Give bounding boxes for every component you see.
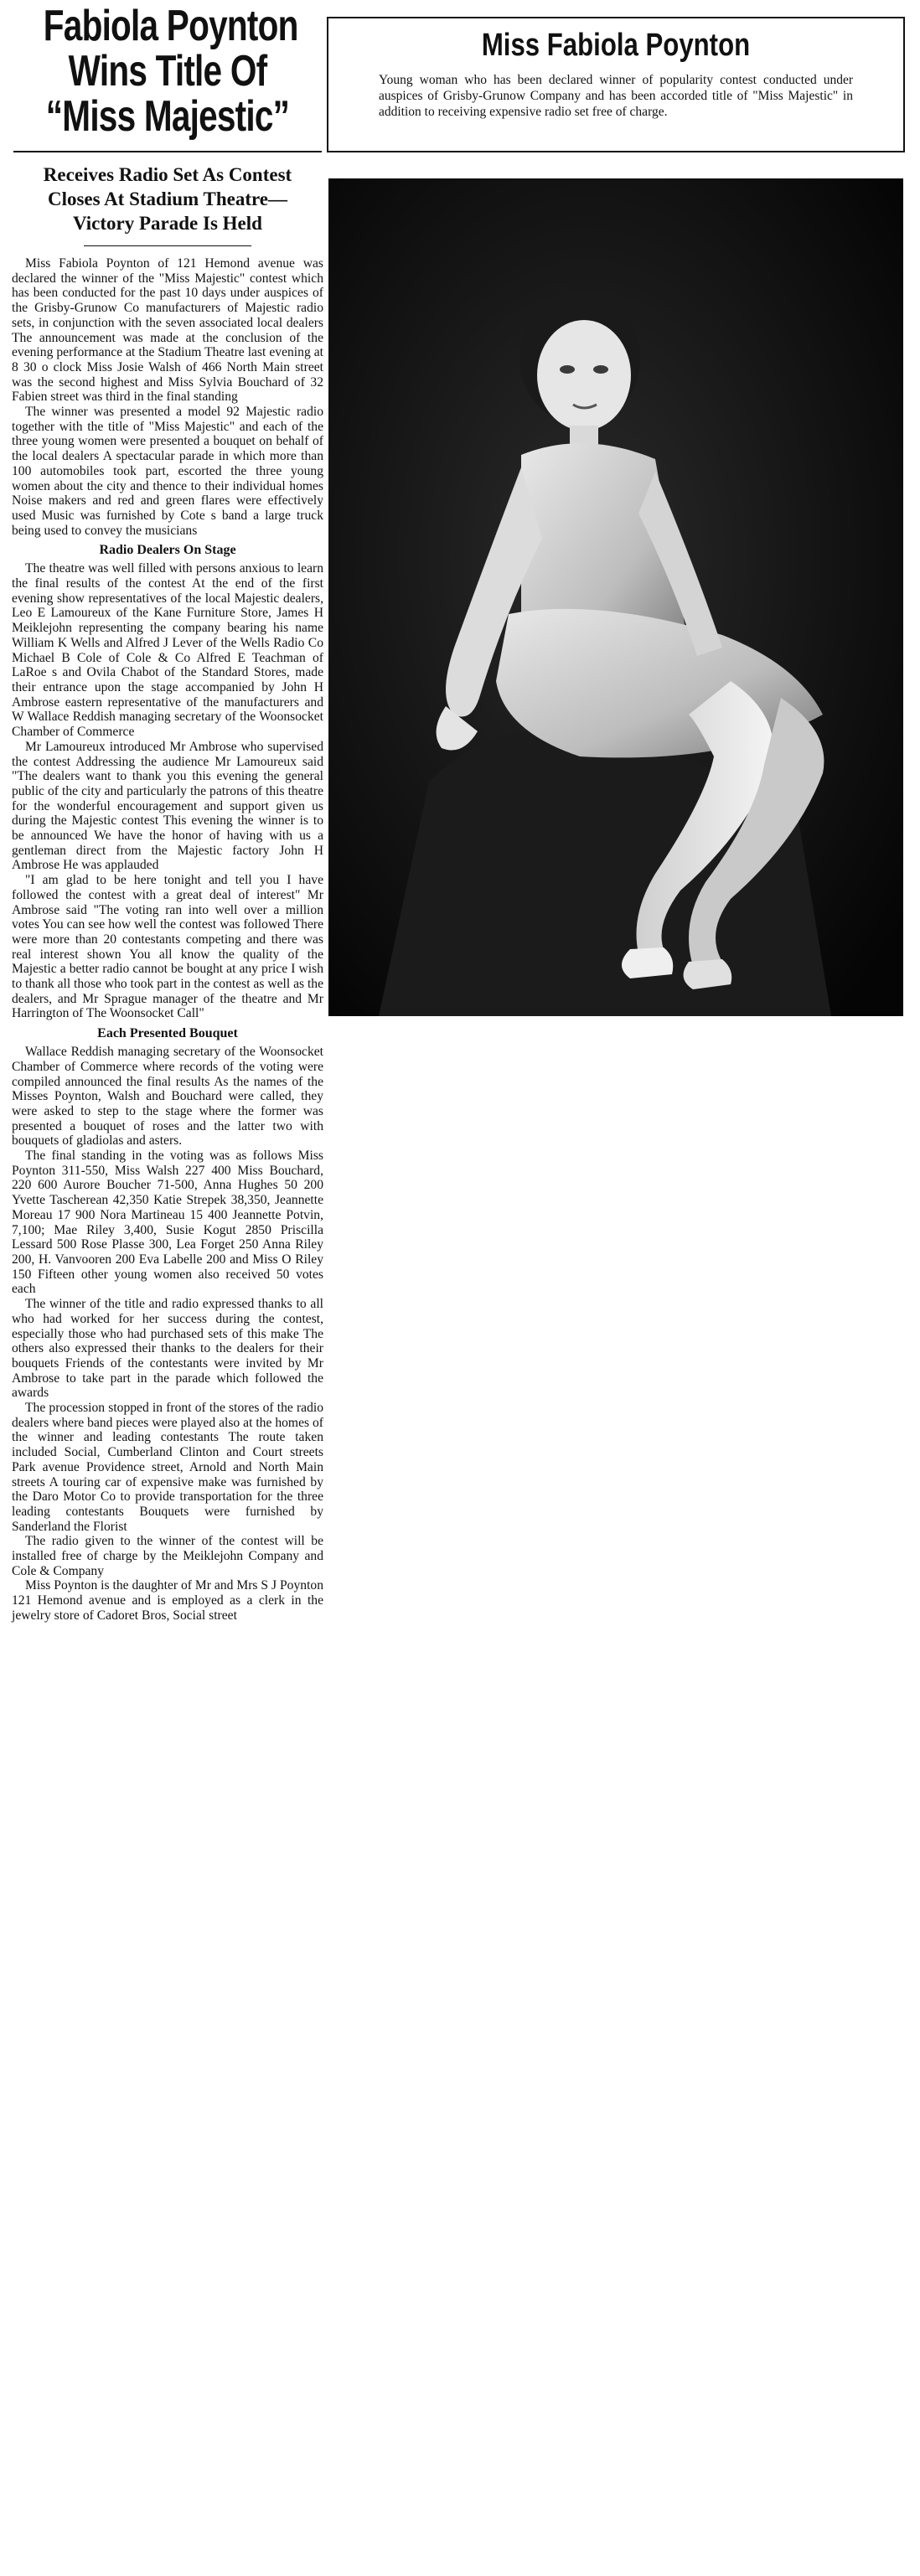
article-body bbox=[8, 256, 327, 1624]
paragraph: The procession stopped in front of the stores of the radio dealers where band pieces were played also at the homes of the winner and leading contestants The route taken included Social, Cumberland Clinton and Court streets Park avenue Providence street, Arnold and North Main streets A touring car of expensive make was furnished by the Daro Motor Co to provide transportation for the three leading contestants Bouquets were furnished by Sanderland the Florist bbox=[12, 1401, 323, 1534]
face bbox=[537, 320, 631, 431]
paragraph: Wallace Reddish managing secretary of the Woonsocket Chamber of Commerce where records of the voting were compiled announced the final results As the names of the Misses Poynton, Walsh and Bouchard were called, they were asked to step to the stage where the former was presented a bouquet of roses and the latter two with bouquets of gladiolas and asters. bbox=[12, 1045, 323, 1149]
paragraph: Mr Lamoureux introduced Mr Ambrose who supervised the contest Addressing the audience Mr Lamoureux said "The dealers want to thank you this evening the general public of the city and particularly the patrons of this theatre for the wonderful encouragement and support given us during the Majestic contest This evening the winner is to be announced We have the honor of having with us a gentleman direct from the Majestic factory John H Ambrose He was applauded bbox=[12, 739, 323, 873]
portrait-illustration bbox=[328, 178, 903, 1016]
subhead bbox=[15, 163, 320, 235]
right-eye bbox=[593, 365, 608, 374]
shoe-front bbox=[622, 947, 673, 978]
section-heading: Radio Dealers On Stage bbox=[99, 543, 236, 558]
paragraph: The radio given to the winner of the contest will be installed free of charge by the Meiklejohn Company and Cole & Company bbox=[12, 1534, 323, 1578]
subhead-line-2: Closes At Stadium Theatre— bbox=[47, 188, 288, 209]
subhead-line-3: Victory Parade Is Held bbox=[73, 213, 262, 234]
paragraph: "I am glad to be here tonight and tell you I have followed the contest with a great deal of interest" Mr Ambrose said "The voting ran into well over a million votes You can see how well the contest was followed There were more than 20 contestants competing and there was real interest shown You all know the quality of the Majestic a better radio cannot be bought at any price I wish to thank all those who took part in the contest as well as the dealers, and Mr Sprague manager of the theatre and Mr Harrington of The Woonsocket Call" bbox=[12, 873, 324, 1021]
subhead-divider bbox=[84, 245, 251, 246]
subhead-line-1: Receives Radio Set As Contest bbox=[43, 164, 292, 185]
headline-line-1: Fabiola Poynton bbox=[43, 2, 298, 50]
headline-line-3: “Miss Majestic” bbox=[45, 92, 290, 141]
caption-title: Miss Fabiola Poynton bbox=[481, 28, 751, 63]
headline-line-2: Wins Title Of bbox=[68, 47, 267, 96]
left-eye bbox=[560, 365, 575, 374]
paragraph: The winner was presented a model 92 Majestic radio together with the title of "Miss Majestic" and each of the three young women were presented a bouquet on behalf of the local dealers A spectacular parade in which more than 100 automobiles took part, escorted the three young women about the city and thence to their individual homes Noise makers and red and green flares were effectively used Music was furnished by Cote s band a large truck being used to convey the musicians bbox=[12, 405, 323, 538]
headline bbox=[43, 0, 298, 141]
headline-divider bbox=[13, 151, 322, 152]
paragraph: The final standing in the voting was as follows Miss Poynton 311-550, Miss Walsh 227 400 Miss Bouchard, 220 600 Aurore Boucher 71-500, Anna Hughes 50 200 Yvette Tascherean 42,350 Katie Strepek 38,350, Jeannette Moreau 17 900 Nora Martineau 15 400 Jeannette Potvin, 7,100; Mae Riley 3,400, Susie Kogut 2850 Priscilla Lessard 500 Rose Plasse 300, Lea Forget 250 Anna Riley 200, H. Vanvooren 200 Eva Labelle 200 and Miss O Riley 150 Fifteen other young women also received 50 votes each bbox=[12, 1149, 323, 1297]
paragraph: The theatre was well filled with persons anxious to learn the final results of the contest At the end of the first evening show representatives of the local Majestic dealers, Leo E Lamoureux of the Kane Furniture Store, James H Meiklejohn representing the company bearing his name William K Wells and Alfred J Lever of the Wells Radio Co Michael B Cole of Cole & Co Alfred E Teachman of LaRoe s and Ovila Chabot of the Standard Stores, made their entrance upon the stage accompanied by John H Ambrose eastern representative of the manufacturers and W Wallace Reddish managing secretary of the Woonsocket Chamber of Commerce bbox=[12, 561, 323, 740]
portrait-photo bbox=[328, 178, 903, 1016]
section-heading: Each Presented Bouquet bbox=[97, 1026, 238, 1041]
shoe-back bbox=[684, 959, 732, 989]
photo-caption-box bbox=[327, 17, 905, 152]
article-column bbox=[8, 0, 327, 1624]
paragraph: The winner of the title and radio expressed thanks to all who had worked for her success during the contest, especially those who had purchased sets of this make The others also expressed their thanks to the dealers for their bouquets Friends of the contestants were invited by Mr Ambrose to take part in the parade which followed the awards bbox=[12, 1297, 323, 1401]
paragraph: Miss Fabiola Poynton of 121 Hemond avenue was declared the winner of the "Miss Majestic" contest which has been conducted for the past 10 days under auspices of the Grisby-Grunow Co manufacturers of Majestic radio sets, in conjunction with the seven associated local dealers The announcement was made at the conclusion of the evening performance at the Stadium Theatre last evening at 8 30 o clock Miss Josie Walsh of 466 North Main street was the second highest and Miss Sylvia Bouchard of 32 Fabien street was third in the final standing bbox=[12, 256, 323, 405]
caption-text: Young woman who has been declared winner of popularity contest conducted under auspices of Grisby-Grunow Company and has been accorded title of "Miss Majestic" in addition to receiving expensive radio set free of charge. bbox=[379, 73, 853, 119]
paragraph: Miss Poynton is the daughter of Mr and Mrs S J Poynton 121 Hemond avenue and is employed as a clerk in the jewelry store of Cadoret Bros, Social street bbox=[12, 1578, 323, 1623]
